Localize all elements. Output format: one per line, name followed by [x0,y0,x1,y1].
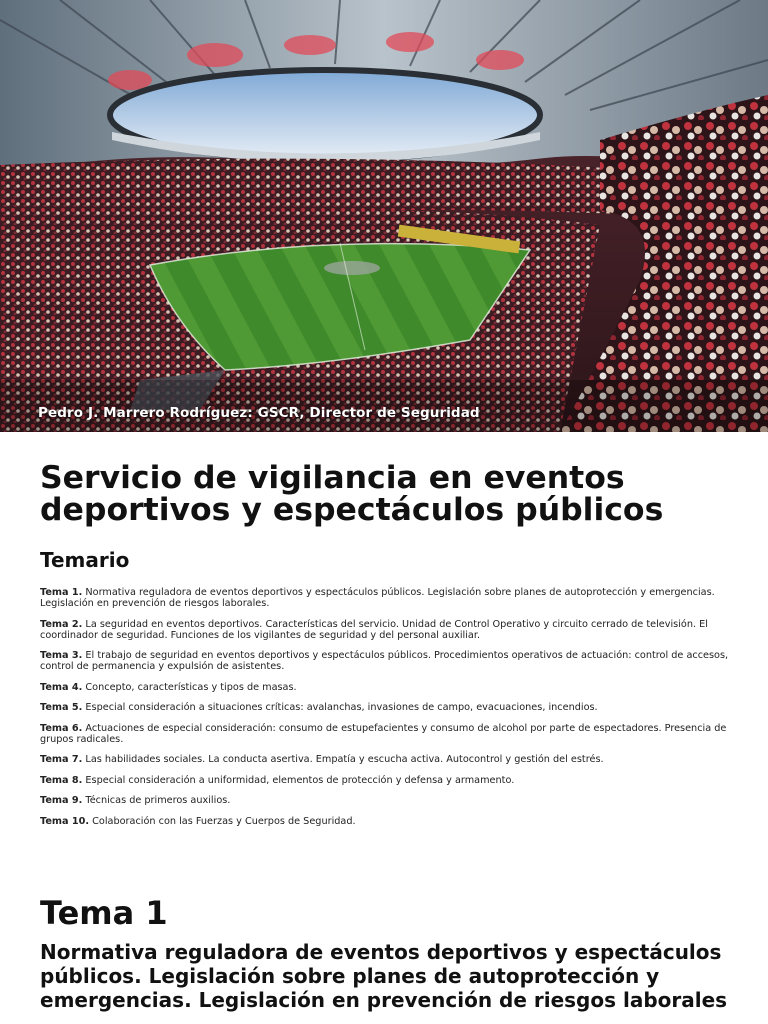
document-title: Servicio de vigilancia en eventos deportivos y espectáculos públicos [40,460,664,528]
cover-image [0,0,768,432]
topic-number: Tema 3. [40,650,83,661]
topic-number: Tema 5. [40,702,83,713]
topic-text: Normativa reguladora de eventos deportivos y espectáculos públicos. Legislación sobre planes de autoprotección y emergencias. Legislación en prevención de riesgos laborales. [40,587,715,609]
topic-text: Especial consideración a situaciones críticas: avalanchas, invasiones de campo, evacuaciones, incendios. [85,702,598,713]
topic-number: Tema 10. [40,815,90,827]
topic-text: Concepto, características y tipos de masas. [85,681,297,693]
topic-number: Tema 6. [40,722,83,734]
topic-item [40,775,730,786]
topic-item [40,587,730,609]
topic-item [40,816,730,827]
topic-item [40,702,730,713]
topic-item [40,795,730,806]
topic-text: Las habilidades sociales. La conducta asertiva. Empatía y escucha activa. Autocontrol y gestión del estrés. [85,754,604,765]
topic-item [40,754,730,765]
topic-number: Tema 8. [40,774,83,786]
topic-item [40,619,730,641]
topic-text: El trabajo de seguridad en eventos deportivos y espectáculos públicos. Procedimientos operativos de actuación: control de accesos, control de permanencia y expulsión de asistentes. [40,650,729,672]
topic-number: Tema 9. [40,795,83,806]
topic-text: La seguridad en eventos deportivos. Características del servicio. Unidad de Control Operativo y circuito cerrado de televisión. El coordinador de seguridad. Funciones de los vigilantes de seguridad y del personal auxiliar. [40,618,708,641]
topic-number: Tema 2. [40,618,83,630]
topic-item [40,682,730,693]
topic-item [40,723,730,745]
topic-item [40,650,730,672]
temario-heading: Temario [40,548,130,572]
section-subtitle: Normativa reguladora de eventos deportivos y espectáculos públicos. Legislación sobre planes de autoprotección y emergencias. Legislación en prevención de riesgos laborales [40,940,728,1012]
topic-list [40,587,730,836]
topic-text: Actuaciones de especial consideración: consumo de estupefacientes y consumo de alcohol por parte de espectadores. Presencia de grupos radicales. [40,722,727,745]
section-heading: Tema 1 [40,894,168,932]
topic-number: Tema 4. [40,681,83,693]
topic-text: Colaboración con las Fuerzas y Cuerpos de Seguridad. [92,815,356,827]
topic-number: Tema 1. [40,587,83,598]
cover-caption: Pedro J. Marrero Rodríguez: GSCR, Director de Seguridad [38,405,480,421]
topic-text: Técnicas de primeros auxilios. [85,795,231,806]
topic-number: Tema 7. [40,754,83,765]
topic-text: Especial consideración a uniformidad, elementos de protección y defensa y armamento. [85,774,515,786]
stadium-photo [0,0,768,432]
